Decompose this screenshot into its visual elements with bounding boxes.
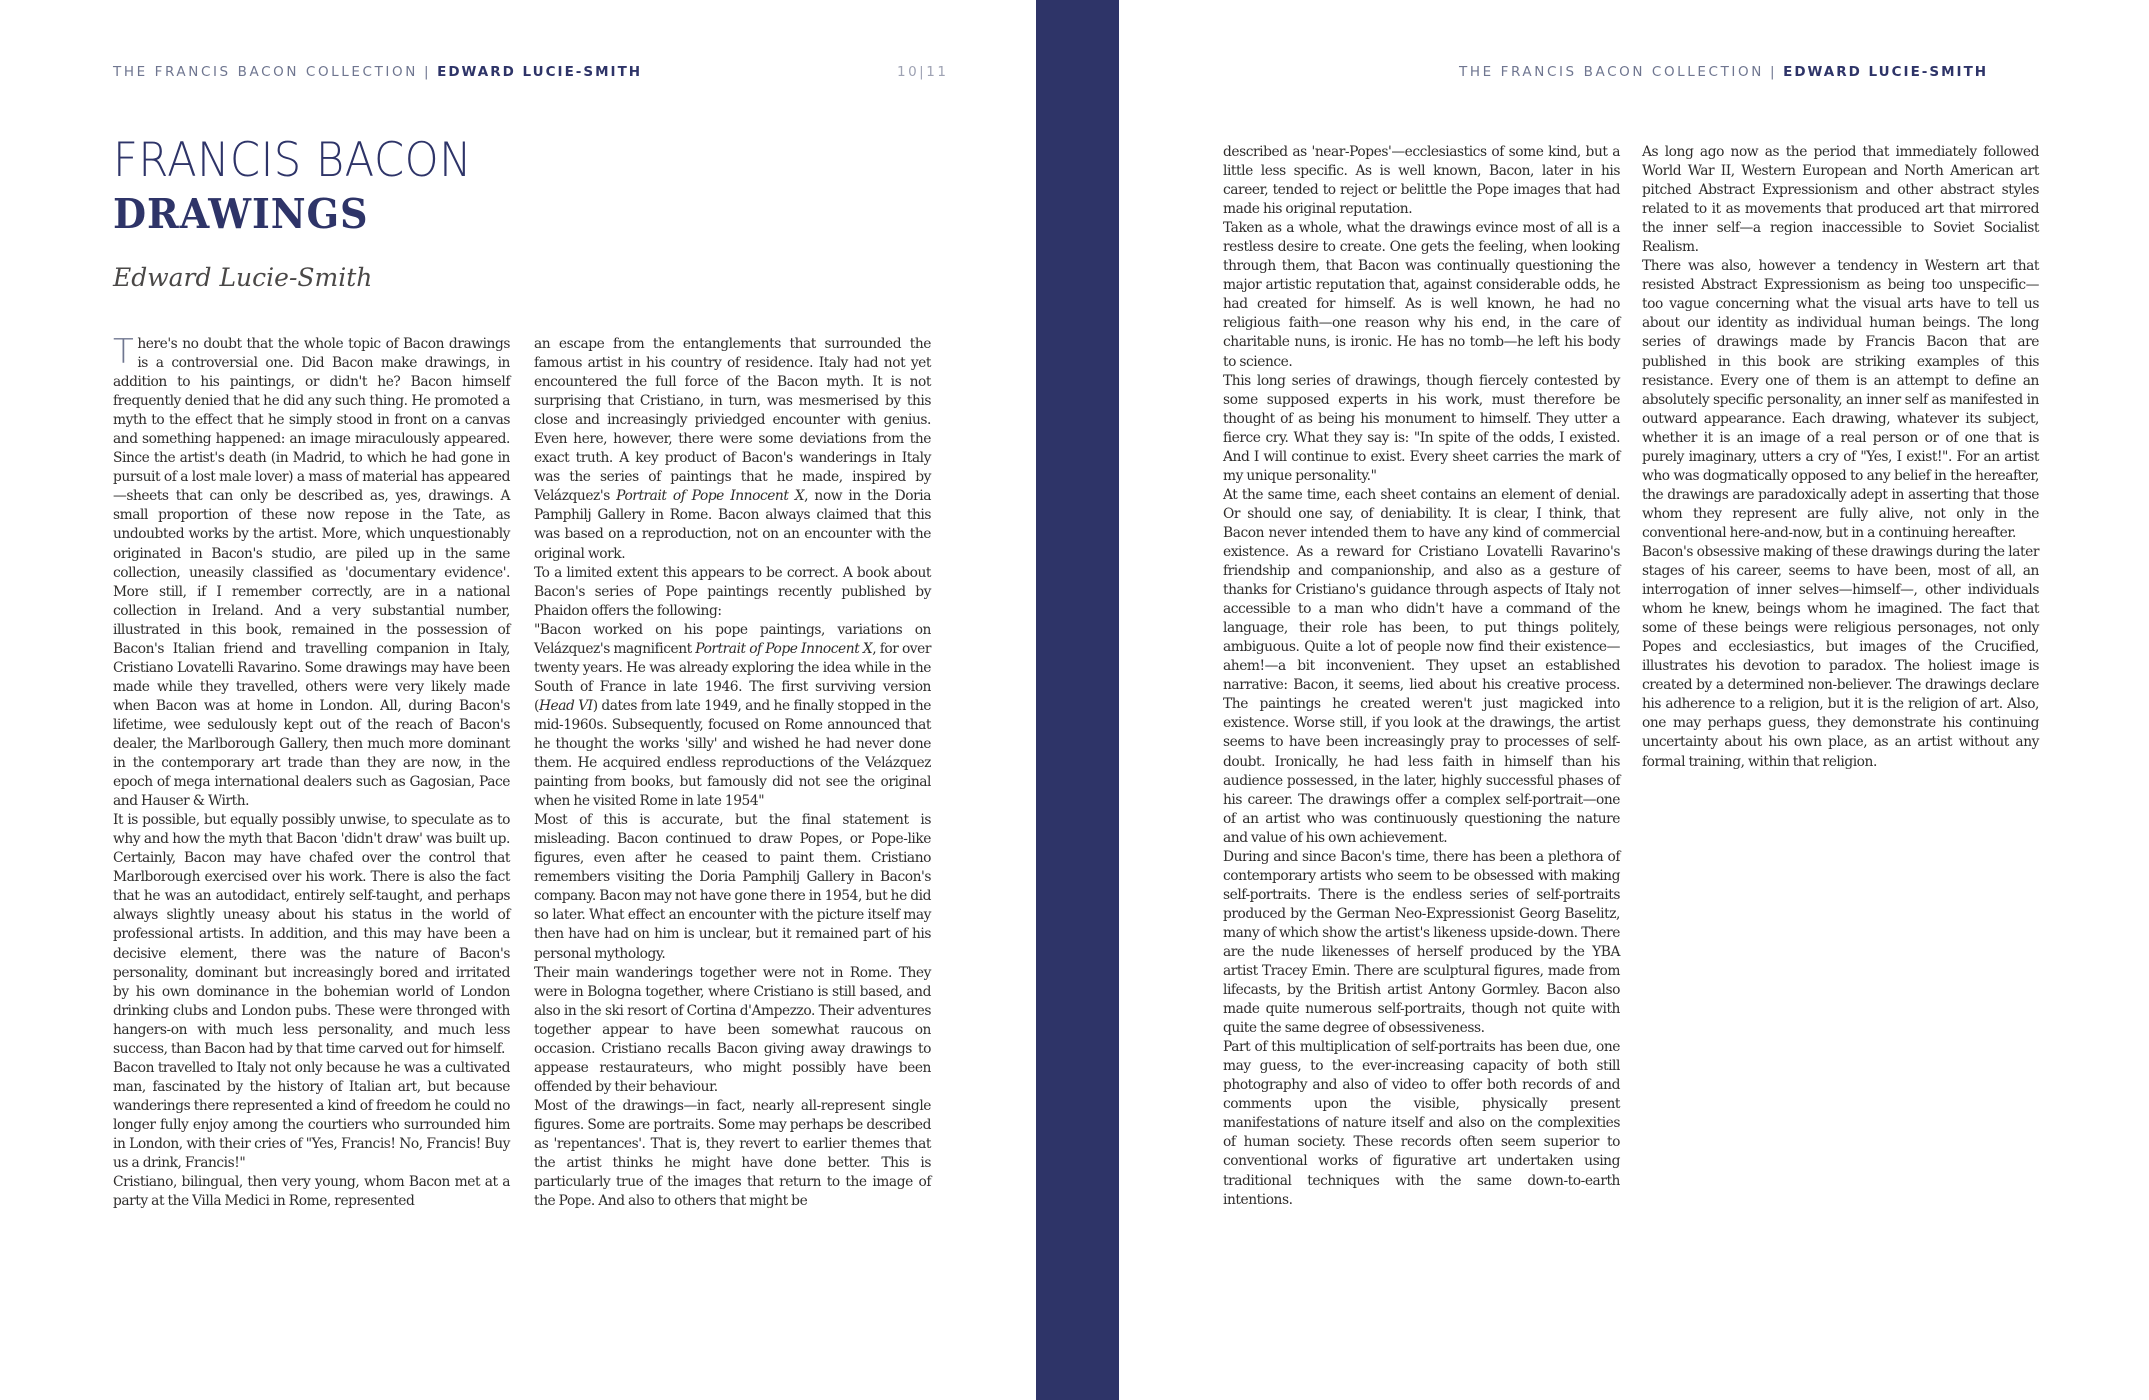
- running-head: [1459, 64, 1988, 80]
- artwork-title: Portrait of Pope Innocent X: [695, 640, 873, 657]
- running-head: [113, 64, 642, 80]
- paragraph-text: , now in the Doria Pamphilj Gallery in Rome. Bacon always claimed that this was based on a reproduction, not on an encounter with the original work.: [534, 488, 932, 562]
- running-head-collection: THE FRANCIS BACON COLLECTION: [1459, 64, 1764, 80]
- left-page: [0, 0, 1036, 1400]
- paragraph-text: , for over twenty years. He was already exploring the idea while in the South of France in late 1946. The first surviving version (: [534, 640, 932, 714]
- drop-cap: T: [113, 332, 134, 372]
- paragraph: [113, 332, 510, 811]
- page-numbers: 10|11: [897, 64, 949, 80]
- paragraph: Most of this is accurate, but the final statement is misleading. Bacon continued to draw Popes, or Pope-like figures, even after he ceased to paint them. Cristiano remembers visiting the Doria Pamphilj Gallery in Bacon's company. Bacon may not have gone there in 1954, but he did so later. What effect an encounter with the picture itself may then have had on him is unclear, but it remained part of his personal mythology.: [534, 812, 931, 962]
- artwork-title: Head VI: [538, 697, 593, 714]
- paragraph: Cristiano, bilingual, then very young, whom Bacon met at a party at the Villa Medici in Rome, represented: [113, 1174, 510, 1210]
- body-column-4: [1642, 143, 2039, 772]
- paragraph: It is possible, but equally possibly unwise, to speculate as to why and how the myth that Bacon 'didn't draw' was built up. Certainly, Bacon may have chafed over the control that Marlborough exercised over his work. There is also the fact that he was an autodidact, entirely self-taught, and perhaps always slightly uneasy about his status in the world of professional artists. In addition, and this may have been a decisive element, there was the nature of Bacon's personality, dominant but increasingly bored and irritated by his own dominance in the bohemian world of London drinking clubs and London pubs. These were thronged with hangers-on with much less personality, and much less success, than Bacon had by that time carved out for himself.: [113, 812, 510, 1057]
- running-head-separator: |: [423, 64, 432, 80]
- paragraph-text: here's no doubt that the whole topic of Bacon drawings is a controversial one. Did Bacon make drawings, in addition to his paintings, or didn't he? Bacon himself frequently denied that he did any such thing. He promoted a myth to the effect that he simply stood in front on a canvas and something happened: an image miraculously appeared. Since the artist's death (in Madrid, to which he had gone in pursuit of a lost male lover) a mass of material has appeared—sheets that can only be described as, yes, drawings. A small proportion of these now repose in the Tate, as undoubted works by the artist. More, which unquestionably originated in Bacon's studio, are piled up in the same collection, uneasily classified as 'documentary evidence'. More still, if I remember correctly, are in a national collection in Ireland. And a very substantial number, illustrated in this book, remained in the possession of Bacon's Italian friend and travelling companion in Italy, Cristiano Lovatelli Ravarino. Some drawings may have been made while they travelled, others were very likely made when Bacon was at home in London. All, during Bacon's lifetime, wee sedulously kept out of the reach of Bacon's dealer, the Marlborough Gallery, then much more dominant in the contemporary art trade than they are now, in the epoch of mega international dealers such as Gagosian, Pace and Hauser & Wirth.: [113, 336, 510, 810]
- paragraph: During and since Bacon's time, there has been a plethora of contemporary artists who seem to be obsessed with making self-portraits. There is the endless series of self-portraits produced by the German Neo-Expressionist Georg Baselitz, many of which show the artist's likeness upside-down. There are the nude likenesses of herself produced by the YBA artist Tracey Emin. There are sculptural figures, made from lifecasts, by the British artist Antony Gormley. Bacon also made quite numerous self-portraits, though not quite with quite the same degree of obsessiveness.: [1223, 848, 1620, 1037]
- paragraph: There was also, however a tendency in Western art that resisted Abstract Expressionism as being too unspecific—too vague concerning what the visual arts have to tell us about our identity as individual human beings. The long series of drawings made by Francis Bacon that are published in this book are striking examples of this resistance. Every one of them is an attempt to define an absolutely specific personality, an inner self as manifested in outward appearance. Each drawing, whatever its subject, whether it is an image of a real person or of one that is purely imaginary, utters a cry of "Yes, I exist!". For an artist who was dogmatically opposed to any belief in the hereafter, the drawings are paradoxically adept in asserting that those whom they represent are fully alive, not only in the conventional here-and-now, but in a continuing hereafter.: [1642, 258, 2039, 541]
- running-head-author: EDWARD LUCIE-SMITH: [1783, 64, 1989, 80]
- paragraph: To a limited extent this appears to be correct. A book about Bacon's series of Pope paintings recently published by Phaidon offers the following:: [534, 564, 931, 619]
- title-block: [113, 133, 503, 292]
- paragraph: Bacon travelled to Italy not only because he was a cultivated man, fascinated by the history of Italian art, but because wanderings there represented a kind of freedom he could no longer fully enjoy among the courtiers who surrounded him in London, with their cries of "Yes, Francis! No, Francis! Buy us a drink, Francis!": [113, 1059, 510, 1172]
- paragraph: This long series of drawings, though fiercely contested by some supposed experts in his work, must therefore be thought of as being his monument to himself. They utter a fierce cry. What they say is: "In spite of the odds, I existed. And I will continue to exist. Every sheet carries the mark of my unique personality.": [1223, 372, 1620, 484]
- body-column-1: [113, 332, 510, 1211]
- article-title-line1: FRANCIS BACON: [113, 133, 472, 188]
- quotation: [534, 621, 931, 811]
- running-head-collection: THE FRANCIS BACON COLLECTION: [113, 64, 418, 80]
- paragraph-text: ) dates from late 1949, and he finally stopped in the mid-1960s. Subsequently, focused on Rome announced that he thought the works 'silly' and wished he had never done them. He acquired endless reproductions of the Velázquez painting from books, but famously did not see the original when he visited Rome in late 1954": [534, 697, 931, 810]
- paragraph: Part of this multiplication of self-portraits has been due, one may guess, to the ever-increasing capacity of both still photography and also of video to offer both records of and comments upon the visible, physically present manifestations of nature itself and also on the complexities of human society. These records often seem superior to conventional works of figurative art undertaken using traditional techniques with the same down-to-earth intentions.: [1223, 1039, 1620, 1208]
- paragraph: Their main wanderings together were not in Rome. They were in Bologna together, where Cristiano is still based, and also in the ski resort of Cortina d'Ampezzo. Their adventures together appear to have been somewhat raucous on occasion. Cristiano recalls Bacon giving away drawings to appease restaurateurs, who might possibly have been offended by their behaviour.: [534, 964, 931, 1095]
- body-column-2: [534, 335, 931, 1211]
- body-column-3: [1223, 143, 1620, 1210]
- running-head-separator: |: [1769, 64, 1778, 80]
- paragraph: At the same time, each sheet contains an element of denial. Or should one say, of deniability. It is clear, I think, that Bacon never intended them to have any kind of commercial existence. As a reward for Cristiano Lovatelli Ravarino's friendship and companionship, and also as a gesture of thanks for Cristiano's guidance through aspects of Italy not accessible to a man who didn't have a command of the language, their role has been, to put things politely, ambiguous. Quite a lot of people now find their existence—ahem!—a bit inconvenient. They upset an established narrative: Bacon, it seems, lied about his creative process. The paintings he created weren't just magicked into existence. Worse still, if you look at the drawings, the artist seems to have been increasingly pray to processes of self-doubt. Ironically, he had less faith in himself than his audience possessed, in the later, highly successful phases of his career. The drawings offer a complex self-portrait—one of an artist who was continuously questioning the nature and value of his own achievement.: [1223, 486, 1620, 846]
- byline: Edward Lucie-Smith: [113, 263, 373, 292]
- center-spine-bar: [1036, 0, 1119, 1400]
- paragraph: Most of the drawings—in fact, nearly all-represent single figures. Some are portraits. Some may perhaps be described as 'repentances'. That is, they revert to earlier themes that the artist thinks he might have done better. This is particularly true of the images that return to the image of the Pope. And also to others that might be: [534, 1097, 931, 1210]
- running-head-author: EDWARD LUCIE-SMITH: [437, 64, 643, 80]
- article-title-line2: DRAWINGS: [113, 190, 369, 238]
- paragraph: described as 'near-Popes'—ecclesiastics of some kind, but a little less specific. As is well known, Bacon, later in his career, tended to reject or belittle the Pope images that had made his original reputation.: [1223, 144, 1620, 218]
- paragraph: As long ago now as the period that immediately followed World War II, Western European and North American art pitched Abstract Expressionism and other abstract styles related to it as movements that produced art that mirrored the inner self—a region inaccessible to Soviet Socialist Realism.: [1642, 144, 2039, 256]
- right-page: [1119, 0, 2149, 1400]
- paragraph: Bacon's obsessive making of these drawings during the later stages of his career, seems to have been, most of all, an interrogation of inner selves—himself—, other individuals whom he knew, beings whom he imagined. The fact that some of these beings were religious personages, not only Popes and ecclesiastics, but images of the Crucified, illustrates his devotion to paradox. The holiest image is created by a determined non-believer. The drawings declare his adherence to a religion, but it is the religion of art. Also, one may perhaps guess, they demonstrate his continuing uncertainty about his own place, as an artist without any formal training, within that religion.: [1642, 543, 2039, 770]
- paragraph: Taken as a whole, what the drawings evince most of all is a restless desire to create. One gets the feeling, when looking through them, that Bacon was continually questioning the major artistic reputation that, against considerable odds, he had created for himself. As is well known, he had no religious faith—one reason why his end, in the care of charitable nuns, is ironic. He has no tomb—he left his body to science.: [1223, 220, 1620, 370]
- paragraph-text: "Bacon worked on his pope paintings, variations on Velázquez's magnificent: [534, 621, 931, 657]
- paragraph-text: an escape from the entanglements that surrounded the famous artist in his country of residence. Italy had not yet encountered the full force of the Bacon myth. It is not surprising that Cristiano, in turn, was mesmerised by this close and increasingly priviedged encounter with genius. Even here, however, there were some deviations from the exact truth. A key product of Bacon's wanderings in Italy was the series of paintings that he made, inspired by Velázquez's: [534, 336, 931, 505]
- artwork-title: Portrait of Pope Innocent X: [616, 488, 805, 505]
- paragraph: [534, 335, 931, 564]
